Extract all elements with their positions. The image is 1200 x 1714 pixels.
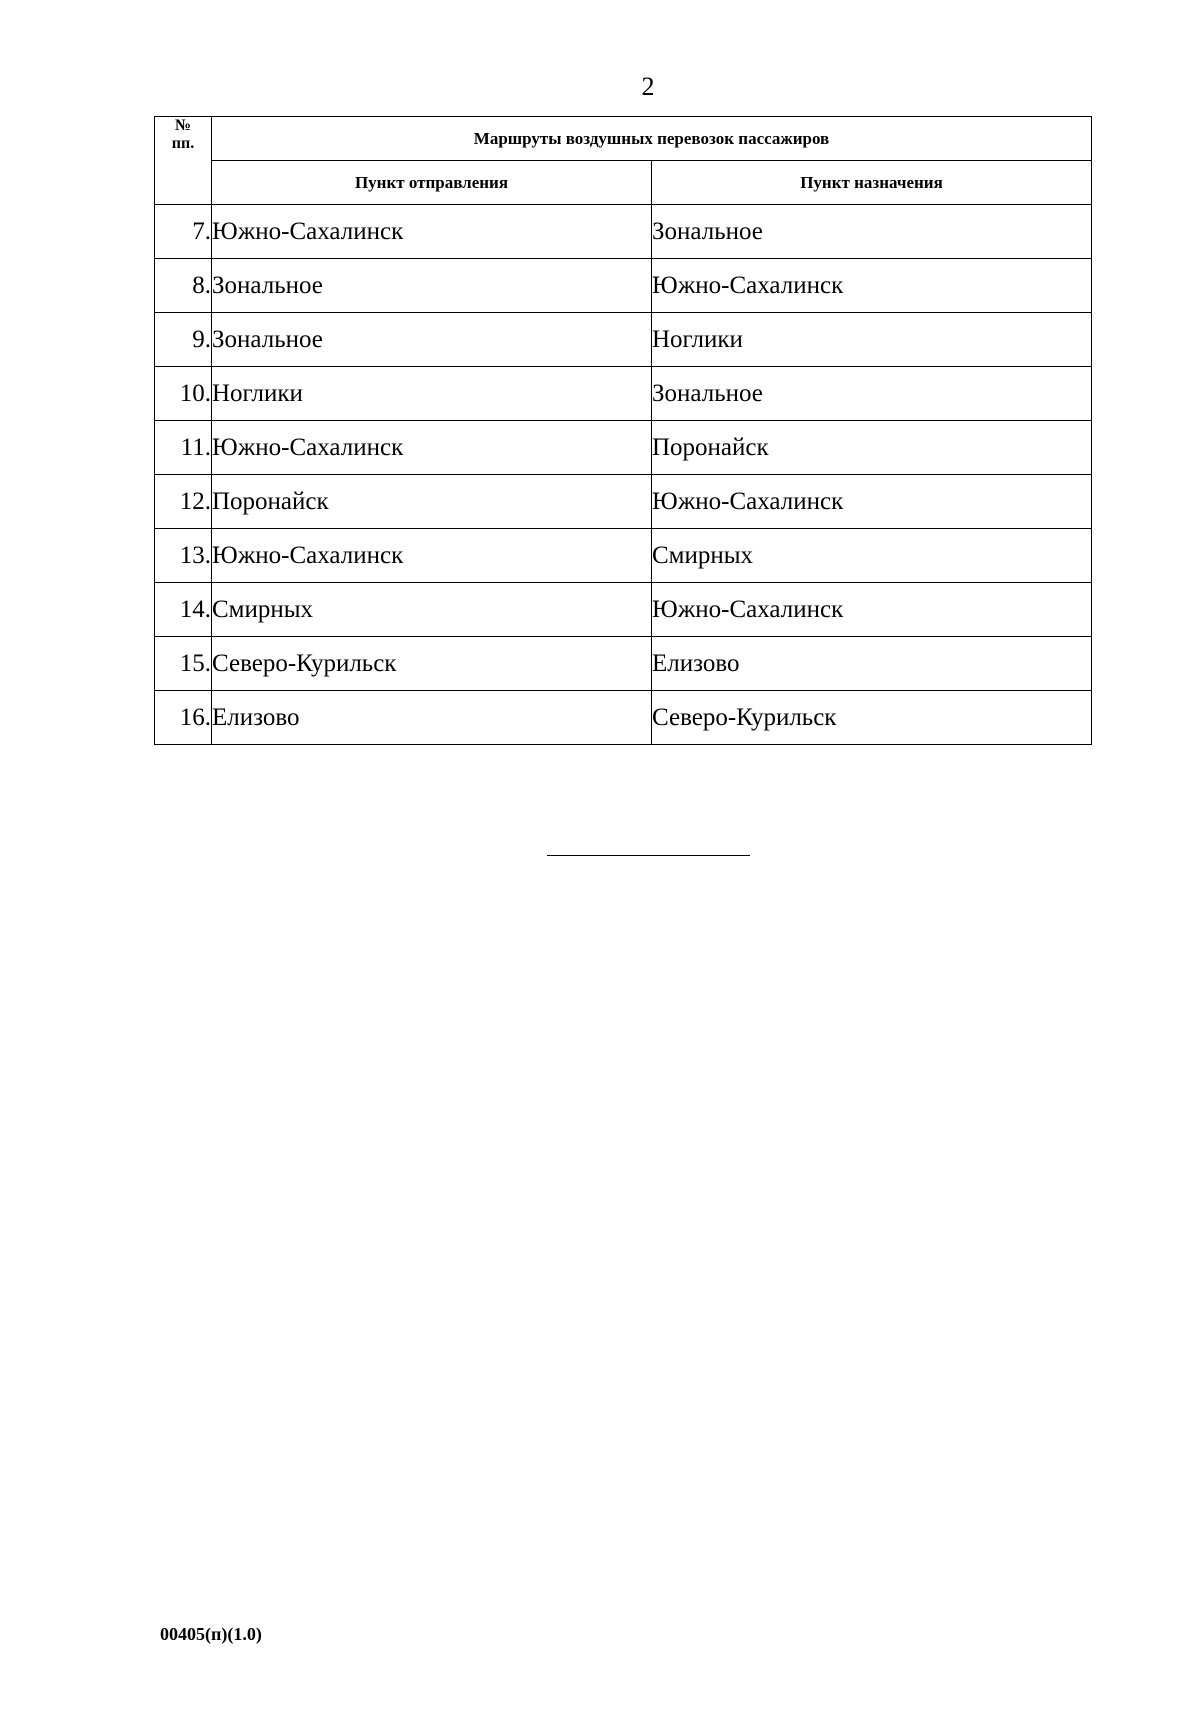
departure-point: Смирных xyxy=(212,583,652,637)
destination-point: Южно-Сахалинск xyxy=(652,475,1092,529)
table-row xyxy=(155,205,1092,259)
table-row xyxy=(155,475,1092,529)
destination-point: Южно-Сахалинск xyxy=(652,583,1092,637)
table-row xyxy=(155,529,1092,583)
destination-point: Смирных xyxy=(652,529,1092,583)
table-row xyxy=(155,259,1092,313)
departure-point: Елизово xyxy=(212,691,652,745)
table-row xyxy=(155,691,1092,745)
destination-point: Поронайск xyxy=(652,421,1092,475)
destination-point: Южно-Сахалинск xyxy=(652,259,1092,313)
end-separator-line xyxy=(547,855,750,856)
table-row xyxy=(155,421,1092,475)
departure-point: Южно-Сахалинск xyxy=(212,205,652,259)
number-abbrev: пп. xyxy=(171,135,195,152)
routes-title-header: Маршруты воздушных перевозок пассажиров xyxy=(212,117,1092,161)
row-number: 7. xyxy=(155,205,212,259)
destination-point: Северо-Курильск xyxy=(652,691,1092,745)
number-sign: № xyxy=(174,117,192,134)
departure-point: Зональное xyxy=(212,259,652,313)
table-row xyxy=(155,583,1092,637)
row-number: 14. xyxy=(155,583,212,637)
row-number: 13. xyxy=(155,529,212,583)
destination-point: Ноглики xyxy=(652,313,1092,367)
row-number: 15. xyxy=(155,637,212,691)
departure-point: Южно-Сахалинск xyxy=(212,529,652,583)
row-number: 16. xyxy=(155,691,212,745)
row-number: 11. xyxy=(155,421,212,475)
departure-column-header: Пункт отправления xyxy=(212,161,652,205)
page-number: 2 xyxy=(641,72,655,101)
destination-point: Зональное xyxy=(652,367,1092,421)
table-row xyxy=(155,313,1092,367)
table-row xyxy=(155,367,1092,421)
routes-table xyxy=(154,116,1092,745)
document-code: 00405(п)(1.0) xyxy=(160,1624,262,1644)
destination-column-header: Пункт назначения xyxy=(652,161,1092,205)
departure-point: Южно-Сахалинск xyxy=(212,421,652,475)
departure-point: Поронайск xyxy=(212,475,652,529)
destination-point: Зональное xyxy=(652,205,1092,259)
row-number: 8. xyxy=(155,259,212,313)
departure-point: Северо-Курильск xyxy=(212,637,652,691)
departure-point: Зональное xyxy=(212,313,652,367)
departure-point: Ноглики xyxy=(212,367,652,421)
table-row xyxy=(155,637,1092,691)
row-number: 9. xyxy=(155,313,212,367)
number-column-header xyxy=(155,117,212,205)
destination-point: Елизово xyxy=(652,637,1092,691)
row-number: 12. xyxy=(155,475,212,529)
row-number: 10. xyxy=(155,367,212,421)
